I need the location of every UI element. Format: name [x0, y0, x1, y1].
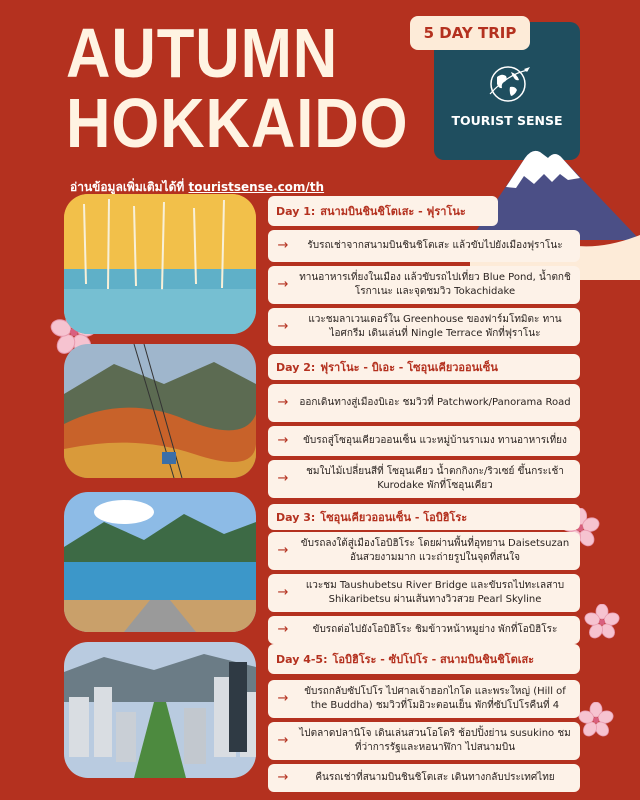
day-header: [268, 504, 580, 530]
cherry-blossom-icon: [578, 702, 614, 738]
title-line-2: HOKKAIDO: [66, 84, 409, 162]
itinerary-item: [268, 266, 580, 304]
itinerary-text: แวะชมลาเวนเดอร์ใน Greenhouse ของฟาร์มโทมิตะ ทานไอศกรีม เดินเล่นที่ Ningle Terrace พักที่ฟุราโนะ: [308, 314, 562, 339]
arrow-right-icon: →: [277, 471, 289, 486]
itinerary-item: [268, 308, 580, 346]
arrow-right-icon: →: [277, 433, 289, 448]
itinerary-item: [268, 384, 580, 422]
arrow-right-icon: →: [277, 733, 289, 748]
itinerary-text: ไปตลาดปลานิโจ เดินเล่นสวนโอโดริ ช้อปปิ้งย่าน susukino ชมที่ว่าการรัฐและหอนาฬิกา ไปสนามบิน: [299, 728, 571, 753]
title-line-1: AUTUMN: [66, 14, 339, 92]
arrow-right-icon: →: [277, 622, 289, 637]
day-route: โซอุนเคียวออนเซ็น - โอบิฮิโระ: [320, 511, 468, 524]
arrow-right-icon: →: [277, 238, 289, 253]
day-header: [268, 354, 580, 380]
itinerary-text: ขับรถกลับซัปโปโร ไปศาลเจ้าฮอกไกโด และพระใหญ่ (Hill of the Buddha) ชมวิวที่โมอิวะตอนเย็น พักที่ซัปโปโรคืนที่ 4: [304, 686, 566, 711]
globe-plane-icon: [484, 60, 532, 108]
lake-shikaribetsu-photo: [64, 492, 256, 632]
arrow-right-icon: →: [277, 395, 289, 410]
itinerary-text: รับรถเช่าจากสนามบินชินชิโตเสะ แล้วขับไปยังเมืองฟุราโนะ: [307, 240, 563, 251]
day-header: [268, 196, 498, 226]
kurodake-ropeway-photo: [64, 344, 256, 478]
day-header: [268, 644, 580, 674]
day-label: Day 1:: [276, 204, 316, 218]
day-route: โอบิฮิโระ - ซัปโปโร - สนามบินชินชิโตเสะ: [332, 653, 535, 666]
blue-pond-photo: [64, 194, 256, 334]
arrow-right-icon: →: [277, 319, 289, 334]
itinerary-text: แวะชม Taushubetsu River Bridge และขับรถไปทะเลสาบ Shikaribetsu ผ่านเส้นทางวิวสวย Pearl Skyline: [305, 580, 565, 605]
itinerary-item: [268, 426, 580, 456]
day-label: Day 3:: [276, 510, 316, 524]
itinerary-text: ขับรถลงใต้สู่เมืองโอบิฮิโระ โดยผ่านพื้นที่อุทยาน Daisetsuzan อันสวยงามมาก แวะถ่ายรูปในจุดที่สนใจ: [300, 538, 570, 563]
itinerary-item: [268, 764, 580, 792]
itinerary-text: ขับรถต่อไปยังโอบิฮิโระ ชิมข้าวหน้าหมูย่าง พักที่โอบิฮิโระ: [312, 624, 558, 635]
brand-name: TOURIST SENSE: [451, 113, 563, 128]
day-route: ฟุราโนะ - บิเอะ - โซอุนเคียวออนเซ็น: [320, 361, 498, 374]
day-label: Day 2:: [276, 360, 316, 374]
itinerary-item: [268, 532, 580, 570]
itinerary-item: [268, 722, 580, 760]
itinerary-text: คืนรถเช่าที่สนามบินชินชิโตเสะ เดินทางกลับประเทศไทย: [315, 772, 555, 783]
trip-length-badge: 5 DAY TRIP: [410, 16, 530, 50]
sapporo-city-photo: [64, 642, 256, 778]
subtitle-prefix: อ่านข้อมูลเพิ่มเติมได้ที่: [70, 180, 189, 194]
itinerary-text: ทานอาหารเที่ยงในเมือง แล้วขับรถไปเที่ยว Blue Pond, น้ำตกชิโรกาเนะ และจุดชมวิว Tokachidake: [299, 272, 571, 297]
website-link[interactable]: touristsense.com/th: [188, 180, 325, 194]
itinerary-item: [268, 460, 580, 498]
itinerary-item: [268, 230, 580, 262]
day-label: Day 4-5:: [276, 652, 328, 666]
day-route: สนามบินชินชิโตเสะ - ฟุราโนะ: [320, 205, 466, 218]
arrow-right-icon: →: [277, 770, 289, 785]
itinerary-item: [268, 574, 580, 612]
itinerary-text: ขับรถสู่โซอุนเคียวออนเซ็น แวะหมู่บ้านราเมง ทานอาหารเที่ยง: [303, 435, 567, 446]
cherry-blossom-icon: [584, 604, 620, 640]
itinerary-text: ออกเดินทางสู่เมืองบิเอะ ชมวิวที่ Patchwork/Panorama Road: [299, 397, 571, 408]
itinerary-item: [268, 680, 580, 718]
arrow-right-icon: →: [277, 277, 289, 292]
arrow-right-icon: →: [277, 585, 289, 600]
arrow-right-icon: →: [277, 691, 289, 706]
arrow-right-icon: →: [277, 543, 289, 558]
itinerary-text: ชมใบไม้เปลี่ยนสีที่ โซอุนเคียว น้ำตกกิงกะ/ริวเซย์ ขึ้นกระเช้า Kurodake พักที่โซอุนเคียว: [306, 466, 564, 491]
itinerary-item: [268, 616, 580, 644]
page-title: [66, 14, 455, 162]
